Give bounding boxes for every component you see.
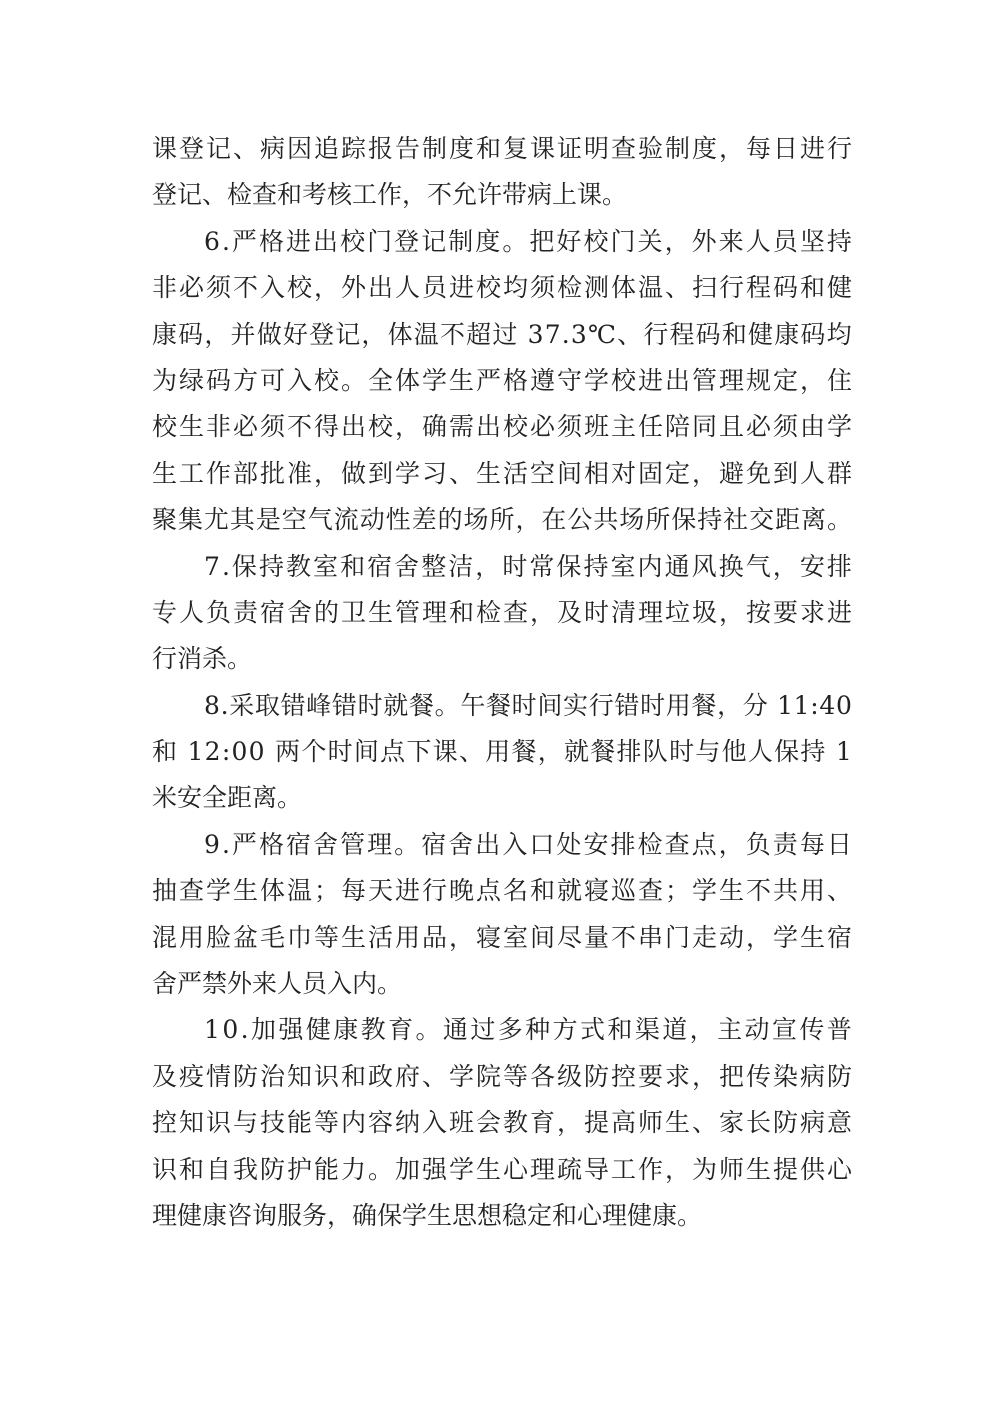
text-line-content: 8.采取错峰错时就餐。午餐时间实行错时用餐，分 11:40 [204,690,853,720]
text-line [152,1054,855,1100]
text-line [152,172,852,218]
text-line-content: 抽查学生体温；每天进行晚点名和就寝巡查；学生不共用、 [152,876,855,906]
text-line-content: 校生非必须不得出校，确需出校必须班主任陪同且必须由学 [152,412,855,442]
text-line [152,636,852,682]
text-line-content: 混用脸盆毛巾等生活用品，寝室间尽量不串门走动，学生宿 [152,922,855,952]
text-line [152,729,852,775]
text-line [152,312,852,358]
text-line-content: 舍严禁外来人员入内。 [152,969,403,999]
text-line-content: 为绿码方可入校。全体学生严格遵守学校进出管理规定，住 [152,365,855,395]
text-line-content: 登记、检查和考核工作，不允许带病上课。 [152,180,628,210]
text-line-content: 非必须不入校，外出人员进校均须检测体温、扫行程码和健 [152,273,855,303]
text-line-content: 及疫情防治知识和政府、学院等各级防控要求，把传染病防 [152,1061,855,1091]
text-line-content: 和 12:00 两个时间点下课、用餐，就餐排队时与他人保持 1 [152,737,854,767]
text-line-content: 理健康咨询服务，确保学生思想稳定和心理健康。 [152,1200,703,1230]
text-line-content: 识和自我防护能力。加强学生心理疏导工作，为师生提供心 [152,1154,855,1184]
text-line [152,451,855,497]
text-line [152,1147,855,1193]
text-line [152,961,852,1007]
text-line [152,775,852,821]
text-line [152,1007,855,1053]
text-line [152,358,855,404]
text-line-content: 控知识与技能等内容纳入班会教育，提高师生、家长防病意 [152,1108,855,1138]
text-line [152,404,855,450]
text-line-content: 米安全距离。 [152,783,303,813]
text-line-content: 6.严格进出校门登记制度。把好校门关，外来人员坚持 [204,226,854,256]
document-body [152,126,855,1239]
text-line [152,868,855,914]
text-line [152,544,852,590]
text-line [152,915,855,961]
text-line [152,1100,855,1146]
text-line-content: 课登记、病因追踪报告制度和复课证明查验制度，每日进行 [152,134,855,163]
text-line-content: 7.保持教室和宿舍整洁，时常保持室内通风换气，安排 [204,551,854,581]
text-line-content: 9.严格宿舍管理。宿舍出入口处安排检查点，负责每日 [204,829,854,859]
text-line [152,590,855,636]
text-line [152,822,852,868]
text-line-content: 生工作部批准，做到学习、生活空间相对固定，避免到人群 [152,458,855,488]
text-line-content: 行消杀。 [152,644,253,674]
text-line-content: 专人负责宿舍的卫生管理和检查，及时清理垃圾，按要求进 [152,597,855,627]
text-line [152,497,852,543]
text-line-content: 聚集尤其是空气流动性差的场所，在公共场所保持社交距离。 [152,505,853,535]
text-line [152,265,855,311]
text-line [152,219,852,265]
text-line [152,683,852,729]
text-line [152,1193,852,1239]
text-line-content: 康码，并做好登记，体温不超过 37.3℃、行程码和健康码均 [152,319,853,349]
text-line [152,126,855,172]
text-line-content: 10.加强健康教育。通过多种方式和渠道，主动宣传普 [204,1015,855,1045]
